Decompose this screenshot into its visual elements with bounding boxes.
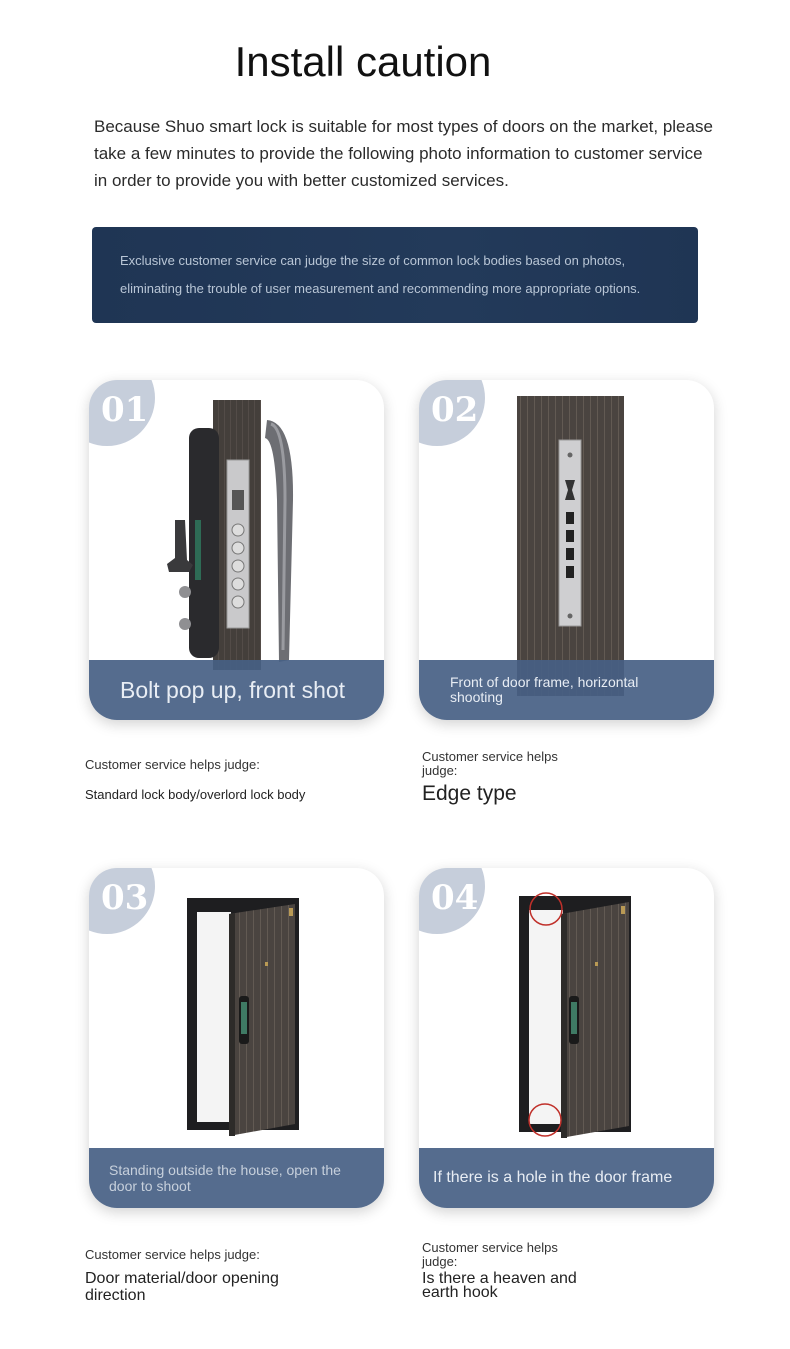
- judge-value-04: Is there a heaven and earth hook: [422, 1270, 577, 1301]
- step-caption: If there is a hole in the door frame: [419, 1148, 714, 1208]
- judge-label-04: Customer service helps judge:: [422, 1240, 558, 1269]
- step-card-01: [89, 380, 384, 720]
- judge-label-03: Customer service helps judge:: [85, 1247, 260, 1262]
- step-card-04: [419, 868, 714, 1208]
- step-number: 03: [101, 878, 149, 918]
- intro-paragraph: Because Shuo smart lock is suitable for most types of doors on the market, please take a few minutes to provide the following photo information to customer service in order to provide you with better customized services.: [94, 117, 713, 190]
- judge-label-02: Customer service helps judge:: [422, 749, 558, 778]
- step-number: 01: [101, 390, 149, 430]
- step-number: 02: [431, 390, 479, 430]
- judge-value-02: Edge type: [422, 782, 517, 805]
- page-title: Install caution: [234, 38, 492, 85]
- judge-value-03: Door material/door opening direction: [85, 1270, 279, 1304]
- judge-label-01: Customer service helps judge:: [85, 757, 260, 772]
- step-caption: Front of door frame, horizontal shooting: [419, 660, 714, 720]
- step-caption: Standing outside the house, open the door to shoot: [89, 1148, 384, 1208]
- step-caption: Bolt pop up, front shot: [89, 660, 384, 720]
- step-card-02: [419, 380, 714, 720]
- step-card-03: [89, 868, 384, 1208]
- judge-value-01: Standard lock body/overlord lock body: [85, 787, 306, 802]
- step-number: 04: [431, 878, 479, 918]
- info-banner: Exclusive customer service can judge the size of common lock bodies based on photos, eliminating the trouble of user measurement and recommending more appropriate options.: [92, 227, 698, 323]
